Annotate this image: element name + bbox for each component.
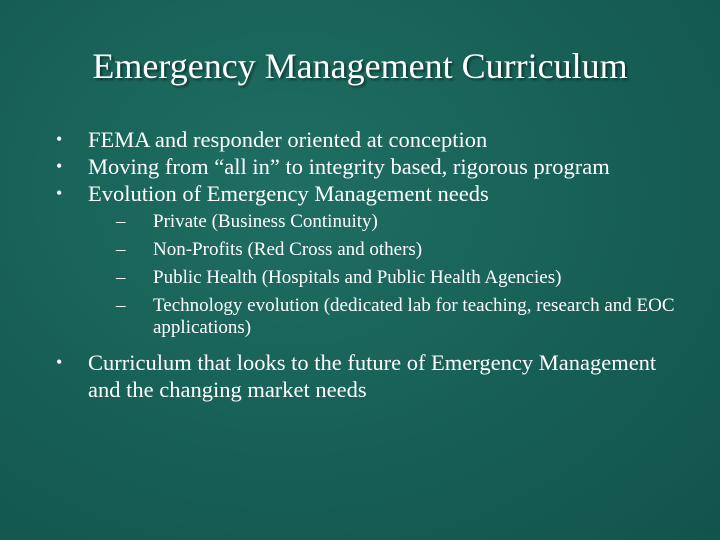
sub-bullet-text: Private (Business Continuity) — [153, 211, 378, 232]
dash-marker: – — [116, 239, 126, 260]
bullet-list — [54, 126, 684, 403]
bullet-text: FEMA and responder oriented at conception — [88, 127, 488, 152]
bullet-item — [54, 126, 684, 153]
sub-bullet-item — [88, 267, 684, 289]
slide-title: Emergency Management Curriculum — [92, 46, 628, 86]
dash-marker: – — [116, 295, 126, 316]
bullet-marker: • — [56, 352, 63, 372]
bullet-marker: • — [56, 156, 63, 176]
sub-bullet-text: Non-Profits (Red Cross and others) — [153, 239, 423, 260]
bullet-text: Evolution of Emergency Management needs — [88, 181, 489, 206]
sub-bullet-text: Technology evolution (dedicated lab for teaching, research and EOC applications) — [153, 295, 675, 338]
bullet-text: Curriculum that looks to the future of Emergency Management and the changing market needs — [88, 350, 657, 402]
bullet-marker: • — [56, 183, 63, 203]
dash-marker: – — [116, 211, 126, 232]
sub-bullet-item — [88, 295, 684, 339]
sub-bullet-list — [88, 211, 684, 339]
bullet-item — [54, 349, 684, 403]
bullet-text: Moving from “all in” to integrity based, rigorous program — [88, 154, 610, 179]
sub-bullet-item — [88, 211, 684, 233]
sub-bullet-item — [88, 239, 684, 261]
sub-bullet-text: Public Health (Hospitals and Public Health Agencies) — [153, 267, 562, 288]
bullet-item — [54, 153, 684, 180]
dash-marker: – — [116, 267, 126, 288]
bullet-item — [54, 180, 684, 339]
bullet-marker: • — [56, 129, 63, 149]
